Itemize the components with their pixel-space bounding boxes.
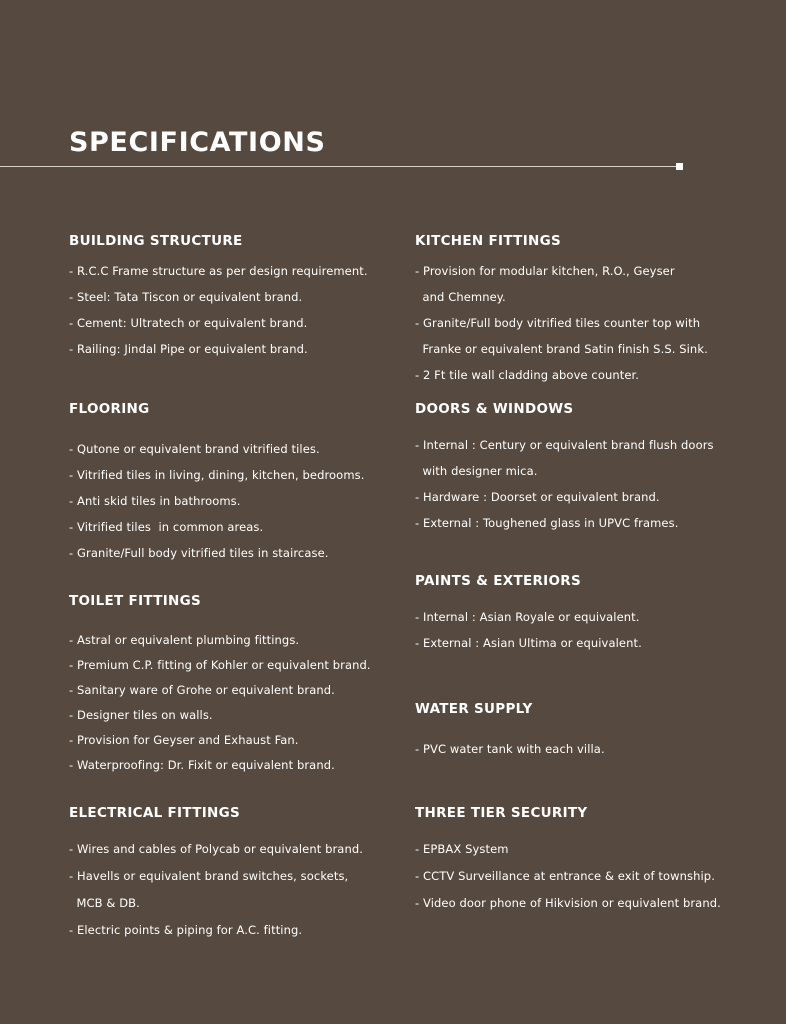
section-toilet-fittings (69, 592, 399, 778)
page-title: SPECIFICATIONS (69, 127, 326, 158)
list-item: - Steel: Tata Tiscon or equivalent brand. (69, 290, 303, 304)
section-heading: FLOORING (69, 401, 150, 417)
section-building-structure (69, 232, 399, 362)
list-item: MCB & DB. (69, 896, 140, 910)
spec-list (69, 628, 399, 778)
list-item: - Astral or equivalent plumbing fittings. (69, 633, 300, 647)
list-item: - Video door phone of Hikvision or equivalent brand. (415, 896, 721, 910)
list-item: - Havells or equivalent brand switches, sockets, (69, 869, 349, 883)
list-item: - Waterproofing: Dr. Fixit or equivalent brand. (69, 758, 335, 772)
section-heading: KITCHEN FITTINGS (415, 233, 562, 249)
list-item: - Sanitary ware of Grohe or equivalent brand. (69, 683, 335, 697)
list-item: - Premium C.P. fitting of Kohler or equivalent brand. (69, 658, 371, 672)
spec-list (415, 432, 755, 536)
section-flooring (69, 400, 399, 566)
section-kitchen-fittings (415, 232, 755, 388)
list-item: - Provision for Geyser and Exhaust Fan. (69, 733, 299, 747)
list-item: Franke or equivalent brand Satin finish S.S. Sink. (415, 342, 708, 356)
spec-list (69, 258, 399, 362)
list-item: - Designer tiles on walls. (69, 708, 213, 722)
list-item: - PVC water tank with each villa. (415, 742, 605, 756)
list-item: - External : Asian Ultima or equivalent. (415, 636, 642, 650)
section-heading: PAINTS & EXTERIORS (415, 573, 582, 589)
list-item: - Internal : Century or equivalent brand flush doors (415, 438, 714, 452)
spec-list (69, 436, 399, 566)
spec-list (415, 736, 755, 762)
spec-list (415, 604, 755, 656)
list-item: with designer mica. (415, 464, 538, 478)
section-heading: ELECTRICAL FITTINGS (69, 805, 241, 821)
section-electrical-fittings (69, 804, 399, 944)
list-item: - Vitrified tiles in living, dining, kitchen, bedrooms. (69, 468, 365, 482)
section-water-supply (415, 700, 755, 762)
list-item: - Qutone or equivalent brand vitrified tiles. (69, 442, 320, 456)
list-item: - EPBAX System (415, 842, 509, 856)
list-item: - Cement: Ultratech or equivalent brand. (69, 316, 308, 330)
list-item: - Internal : Asian Royale or equivalent. (415, 610, 640, 624)
list-item: - Granite/Full body vitrified tiles counter top with (415, 316, 701, 330)
section-paints-exteriors (415, 572, 755, 656)
section-three-tier-security (415, 804, 755, 917)
section-heading: WATER SUPPLY (415, 701, 533, 717)
list-item: - Hardware : Doorset or equivalent brand. (415, 490, 660, 504)
section-heading: DOORS & WINDOWS (415, 401, 574, 417)
section-heading: BUILDING STRUCTURE (69, 233, 243, 249)
spec-list (415, 258, 755, 388)
list-item: - Provision for modular kitchen, R.O., Geyser (415, 264, 675, 278)
section-heading: TOILET FITTINGS (69, 593, 202, 609)
list-item: and Chemney. (415, 290, 506, 304)
list-item: - Railing: Jindal Pipe or equivalent brand. (69, 342, 308, 356)
list-item: - Anti skid tiles in bathrooms. (69, 494, 241, 508)
list-item: - Electric points & piping for A.C. fitting. (69, 923, 303, 937)
list-item: - External : Toughened glass in UPVC frames. (415, 516, 679, 530)
section-heading: THREE TIER SECURITY (415, 805, 588, 821)
list-item: - R.C.C Frame structure as per design requirement. (69, 264, 368, 278)
list-item: - Wires and cables of Polycab or equivalent brand. (69, 842, 363, 856)
list-item: - Vitrified tiles in common areas. (69, 520, 264, 534)
divider-end-square (676, 163, 683, 170)
spec-list (415, 836, 755, 917)
title-divider (0, 166, 680, 167)
section-doors-windows (415, 400, 755, 536)
list-item: - CCTV Surveillance at entrance & exit of township. (415, 869, 715, 883)
list-item: - Granite/Full body vitrified tiles in staircase. (69, 546, 329, 560)
list-item: - 2 Ft tile wall cladding above counter. (415, 368, 640, 382)
spec-list (69, 836, 399, 944)
